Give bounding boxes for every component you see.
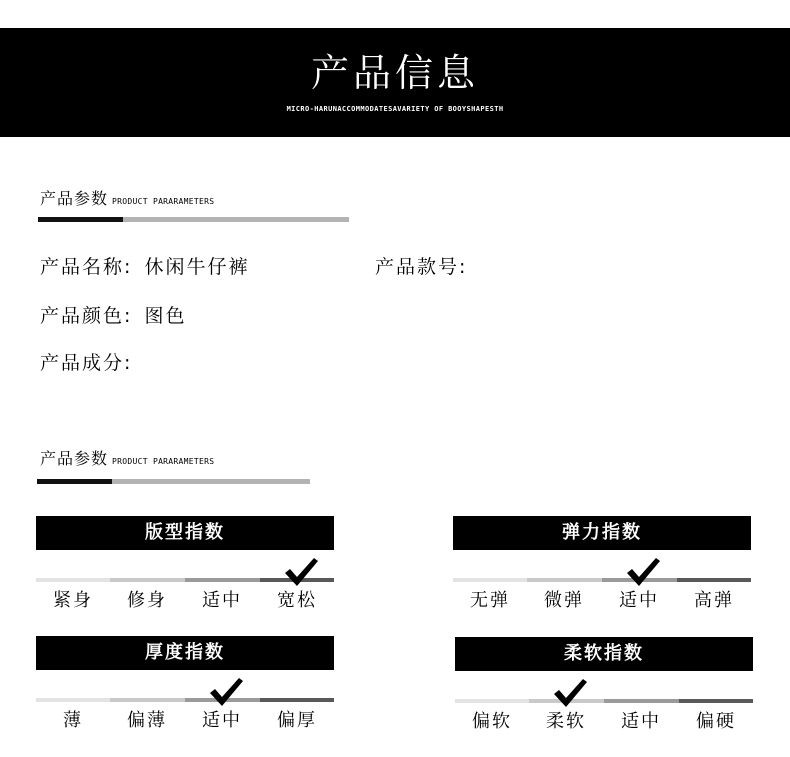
index-scale-bar — [455, 699, 753, 703]
index-title: 弹力指数 — [453, 516, 751, 550]
index-option-label: 无弹 — [470, 590, 510, 611]
index-option-label: 微弹 — [544, 590, 584, 611]
section-title-en: PRODUCT PARARAMETERS — [112, 197, 215, 206]
index-option-label: 柔软 — [546, 711, 586, 732]
banner-title: 产品信息 — [310, 51, 479, 95]
section-header-parameters — [40, 186, 214, 209]
index-option-label: 宽松 — [277, 590, 317, 611]
index-option-label: 适中 — [619, 590, 659, 611]
scale-segment-4 — [677, 578, 751, 582]
scale-segment-2 — [110, 578, 185, 582]
checkmark-icon — [283, 556, 319, 588]
section-title-zh: 产品参数 — [40, 449, 109, 468]
index-fit — [36, 516, 334, 611]
product-name-value: 休闲牛仔裤 — [144, 256, 250, 278]
section-title-zh: 产品参数 — [40, 189, 109, 208]
header-banner — [0, 28, 790, 137]
scale-segment-1 — [453, 578, 527, 582]
section-underline — [37, 479, 310, 484]
index-thickness — [36, 636, 334, 731]
index-option-label: 修身 — [127, 590, 167, 611]
scale-segment-3 — [604, 699, 679, 703]
scale-segment-2 — [110, 698, 185, 702]
scale-segment-2 — [527, 578, 602, 582]
info-row-composition — [40, 348, 132, 375]
banner-subtitle: MICRO-HARUNACCOMMODATESAVARIETY OF BOOYSHAPESTH — [286, 105, 504, 113]
section-underline-accent — [38, 217, 123, 222]
product-color-label: 产品颜色: — [40, 305, 133, 327]
index-option-label: 偏硬 — [696, 711, 736, 732]
index-option-label: 紧身 — [53, 590, 93, 611]
index-option-label: 高弹 — [694, 590, 734, 611]
index-elasticity — [453, 516, 751, 611]
index-option-label: 适中 — [621, 711, 661, 732]
section-title-en: PRODUCT PARARAMETERS — [112, 457, 215, 466]
section-underline-accent — [37, 479, 112, 484]
index-title: 版型指数 — [36, 516, 334, 550]
index-option-label: 偏薄 — [127, 710, 167, 731]
index-option-label: 适中 — [202, 590, 242, 611]
index-option-label: 适中 — [202, 710, 242, 731]
product-color-value: 图色 — [144, 305, 187, 327]
index-title: 厚度指数 — [36, 636, 334, 670]
index-option-label: 偏厚 — [277, 710, 317, 731]
section-header-indices — [40, 446, 214, 469]
index-title: 柔软指数 — [455, 637, 753, 671]
index-softness — [455, 637, 753, 732]
info-row-name — [40, 252, 249, 279]
product-model-label: 产品款号: — [375, 256, 468, 278]
scale-segment-4 — [679, 699, 753, 703]
scale-segment-1 — [455, 699, 529, 703]
scale-segment-1 — [36, 698, 110, 702]
scale-segment-4 — [260, 698, 334, 702]
index-scale-bar — [453, 578, 751, 582]
section-underline — [38, 217, 349, 222]
info-row-color — [40, 301, 186, 328]
checkmark-icon — [625, 556, 661, 588]
product-composition-label: 产品成分: — [40, 352, 133, 374]
index-scale-bar — [36, 698, 334, 702]
info-row-model — [375, 252, 467, 279]
scale-segment-1 — [36, 578, 110, 582]
scale-segment-3 — [185, 578, 260, 582]
index-option-label: 偏软 — [472, 711, 512, 732]
checkmark-icon — [552, 677, 588, 709]
product-name-label: 产品名称: — [40, 256, 133, 278]
checkmark-icon — [208, 676, 244, 708]
index-option-label: 薄 — [63, 710, 83, 731]
